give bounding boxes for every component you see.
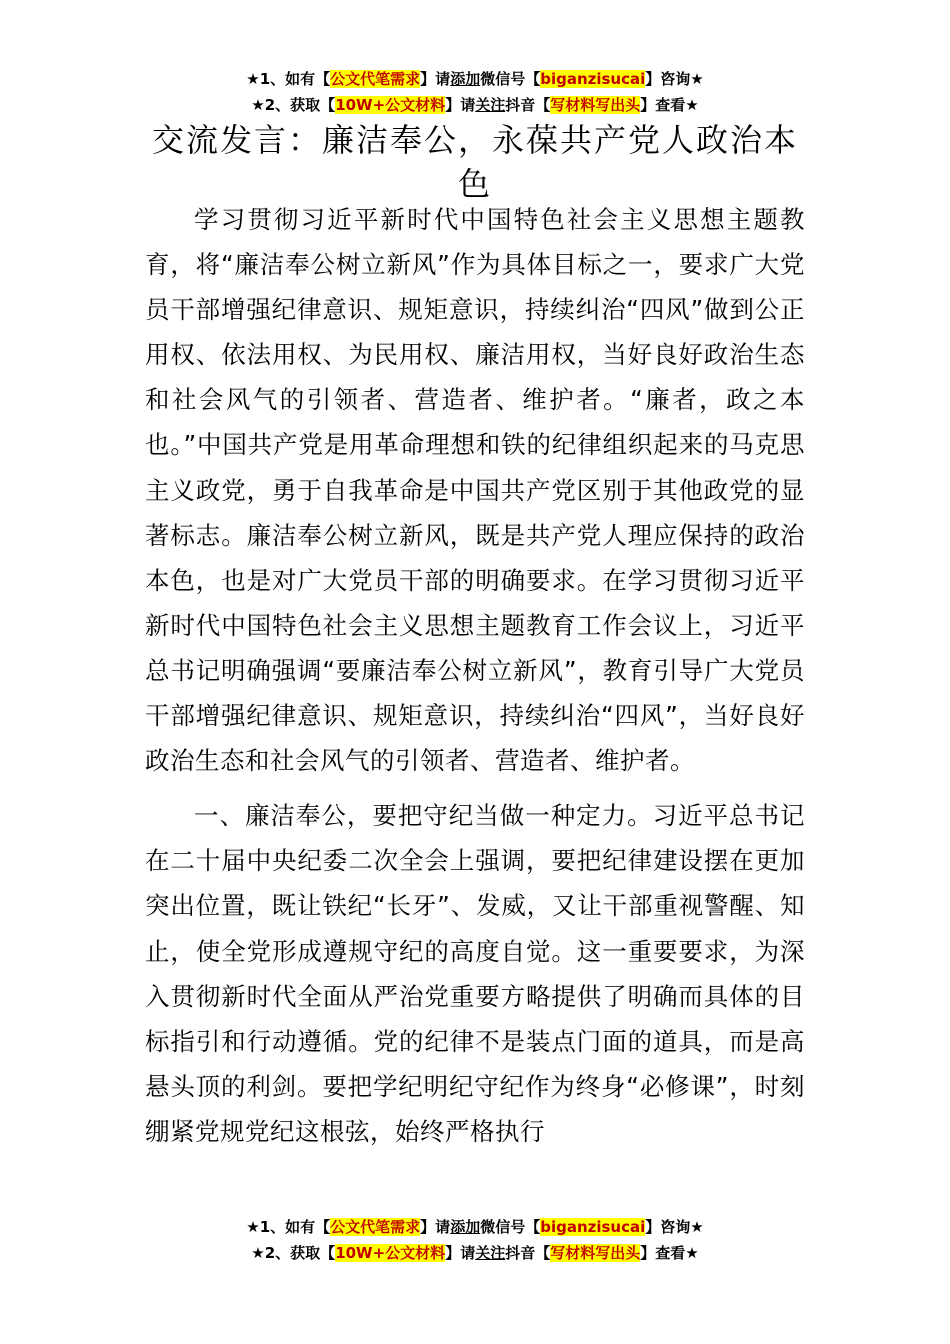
promo-underline-text: 添加	[450, 1218, 481, 1236]
promo-highlight: 写材料写出头	[550, 96, 641, 114]
promo-text: ★2、获取【	[251, 1244, 336, 1262]
promo-text: 】请	[420, 1218, 451, 1236]
promo-highlight: 写材料写出头	[550, 1244, 641, 1262]
promo-text: 】查看★	[640, 1244, 699, 1262]
promo-underline-text: 关注	[475, 1244, 506, 1262]
promo-highlight: biganzisucai	[540, 1218, 646, 1236]
document-body	[145, 197, 805, 1154]
promo-underline-text: 添加	[450, 70, 481, 88]
promo-text: 抖音【	[505, 1244, 551, 1262]
body-paragraph: 一、廉洁奉公，要把守纪当做一种定力。习近平总书记在二十届中央纪委二次全会上强调，要把纪律建设摆在更加突出位置，既让铁纪“长牙”、发威，又让干部重视警醒、知止，使全党形成遵规守纪的高度自觉。这一重要要求，为深入贯彻新时代全面从严治党重要方略提供了明确而具体的目标指引和行动遵循。党的纪律不是装点门面的道具，而是高悬头顶的利剑。要把学纪明纪守纪作为终身“必修课”，时刻绷紧党规党纪这根弦，始终严格执行	[145, 801, 805, 1146]
top-promo-banner	[0, 66, 950, 118]
promo-highlight: 10W+公文材料	[335, 96, 446, 114]
body-paragraph: 学习贯彻习近平新时代中国特色社会主义思想主题教育，将“廉洁奉公树立新风”作为具体目标之一，要求广大党员干部增强纪律意识、规矩意识，持续纠治“四风”做到公正用权、依法用权、为民用权、廉洁用权，当好良好政治生态和社会风气的引领者、营造者、维护者。“廉者，政之本也。”中国共产党是用革命理想和铁的纪律组织起来的马克思主义政党，勇于自我革命是中国共产党区别于其他政党的显著标志。廉洁奉公树立新风，既是共产党人理应保持的政治本色，也是对广大党员干部的明确要求。在学习贯彻习近平新时代中国特色社会主义思想主题教育工作会议上，习近平总书记明确强调“要廉洁奉公树立新风”，教育引导广大党员干部增强纪律意识、规矩意识，持续纠治“四风”，当好良好政治生态和社会风气的引领者、营造者、维护者。	[145, 205, 805, 776]
document-title: 交流发言：廉洁奉公，永葆共产党人政治本色	[151, 121, 798, 203]
promo-line-1	[0, 1214, 950, 1240]
promo-highlight: 公文代笔需求	[330, 70, 421, 88]
bottom-promo-banner	[0, 1214, 950, 1266]
promo-text: 】请	[420, 70, 451, 88]
promo-highlight: 10W+公文材料	[335, 1244, 446, 1262]
promo-underline-text: 关注	[475, 96, 506, 114]
promo-text: 】请	[445, 1244, 476, 1262]
promo-text: 微信号【	[480, 70, 541, 88]
promo-text: 】咨询★	[645, 70, 704, 88]
promo-text: 抖音【	[505, 96, 551, 114]
promo-text: ★1、如有【	[246, 1218, 331, 1236]
promo-line-2	[0, 92, 950, 118]
promo-text: ★1、如有【	[246, 70, 331, 88]
promo-highlight: 公文代笔需求	[330, 1218, 421, 1236]
promo-highlight: biganzisucai	[540, 70, 646, 88]
promo-text: 】请	[445, 96, 476, 114]
promo-text: 微信号【	[480, 1218, 541, 1236]
promo-text: 】咨询★	[645, 1218, 704, 1236]
promo-text: ★2、获取【	[251, 96, 336, 114]
promo-line-1	[0, 66, 950, 92]
promo-line-2	[0, 1240, 950, 1266]
promo-text: 】查看★	[640, 96, 699, 114]
